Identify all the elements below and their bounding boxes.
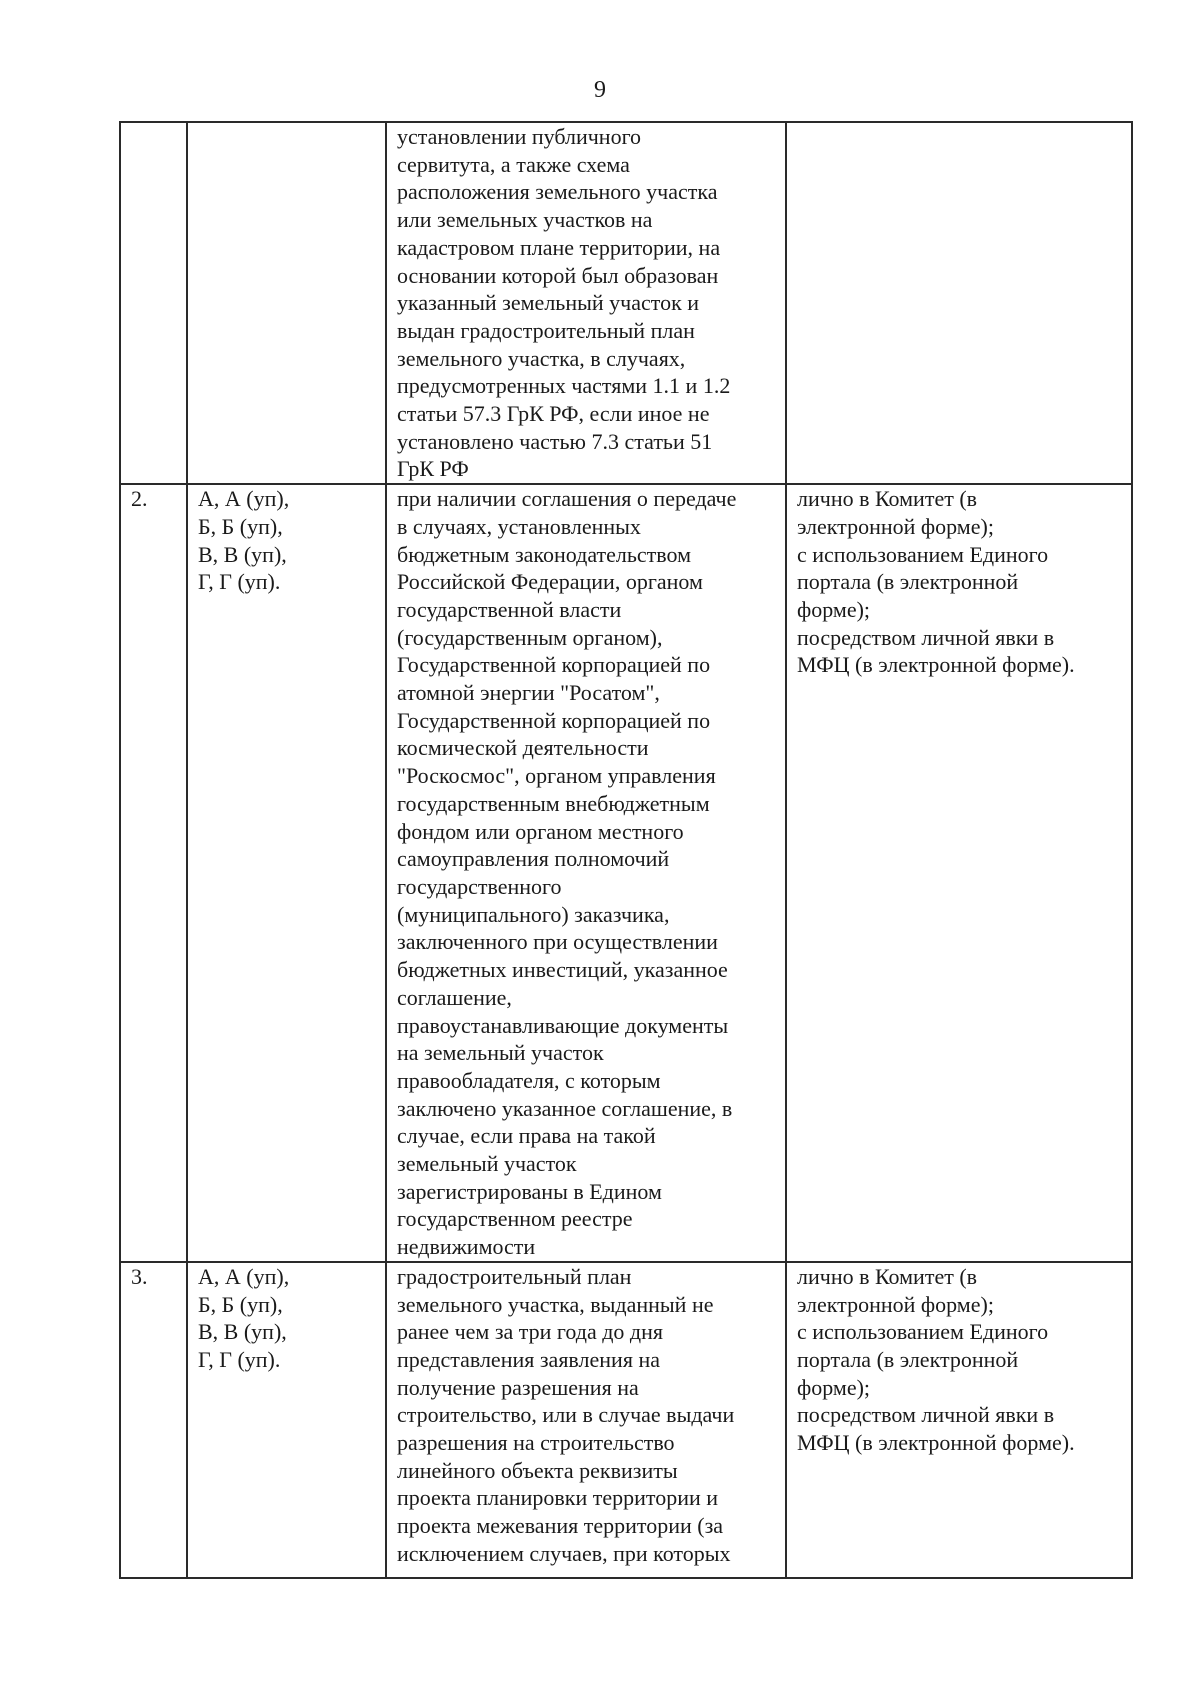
applicant-categories-cell: А, А (уп), Б, Б (уп), В, В (уп), Г, Г (уп). bbox=[187, 1262, 386, 1578]
table-row bbox=[120, 122, 1132, 484]
row-number-cell bbox=[120, 122, 187, 484]
documents-table bbox=[119, 121, 1133, 1579]
applicant-categories-cell: А, А (уп), Б, Б (уп), В, В (уп), Г, Г (уп). bbox=[187, 484, 386, 1262]
document-description-cell: градостроительный план земельного участка, выданный не ранее чем за три года до дня представления заявления на получение разрешения на строительство, или в случае выдачи разрешения на строительство линейного объекта реквизиты проекта планировки территории и проекта межевания территории (за исключением случаев, при которых bbox=[386, 1262, 786, 1578]
page-number: 9 bbox=[594, 77, 606, 103]
submission-method-cell bbox=[786, 122, 1132, 484]
document-description-cell: установлении публичного сервитута, а также схема расположения земельного участка или земельных участков на кадастровом плане территории, на основании которой был образован указанный земельный участок и выдан градостроительный план земельного участка, в случаях, предусмотренных частями 1.1 и 1.2 статьи 57.3 ГрК РФ, если иное не установлено частью 7.3 статьи 51 ГрК РФ bbox=[386, 122, 786, 484]
submission-method-cell: лично в Комитет (в электронной форме); с использованием Единого портала (в электронной форме); посредством личной явки в МФЦ (в электронной форме). bbox=[786, 484, 1132, 1262]
table-row bbox=[120, 484, 1132, 1262]
table-row bbox=[120, 1262, 1132, 1578]
submission-method-cell: лично в Комитет (в электронной форме); с использованием Единого портала (в электронной форме); посредством личной явки в МФЦ (в электронной форме). bbox=[786, 1262, 1132, 1578]
applicant-categories-cell bbox=[187, 122, 386, 484]
document-description-cell: при наличии соглашения о передаче в случаях, установленных бюджетным законодательством Российской Федерации, органом государственной власти (государственным органом), Государственной корпорацией по атомной энергии "Росатом", Государственной корпорацией по космической деятельности "Роскосмос", органом управления государственным внебюджетным фондом или органом местного самоуправления полномочий государственного (муниципального) заказчика, заключенного при осуществлении бюджетных инвестиций, указанное соглашение, правоустанавливающие документы на земельный участок правообладателя, с которым заключено указанное соглашение, в случае, если права на такой земельный участок зарегистрированы в Едином государственном реестре недвижимости bbox=[386, 484, 786, 1262]
row-number-cell: 3. bbox=[120, 1262, 187, 1578]
row-number-cell: 2. bbox=[120, 484, 187, 1262]
